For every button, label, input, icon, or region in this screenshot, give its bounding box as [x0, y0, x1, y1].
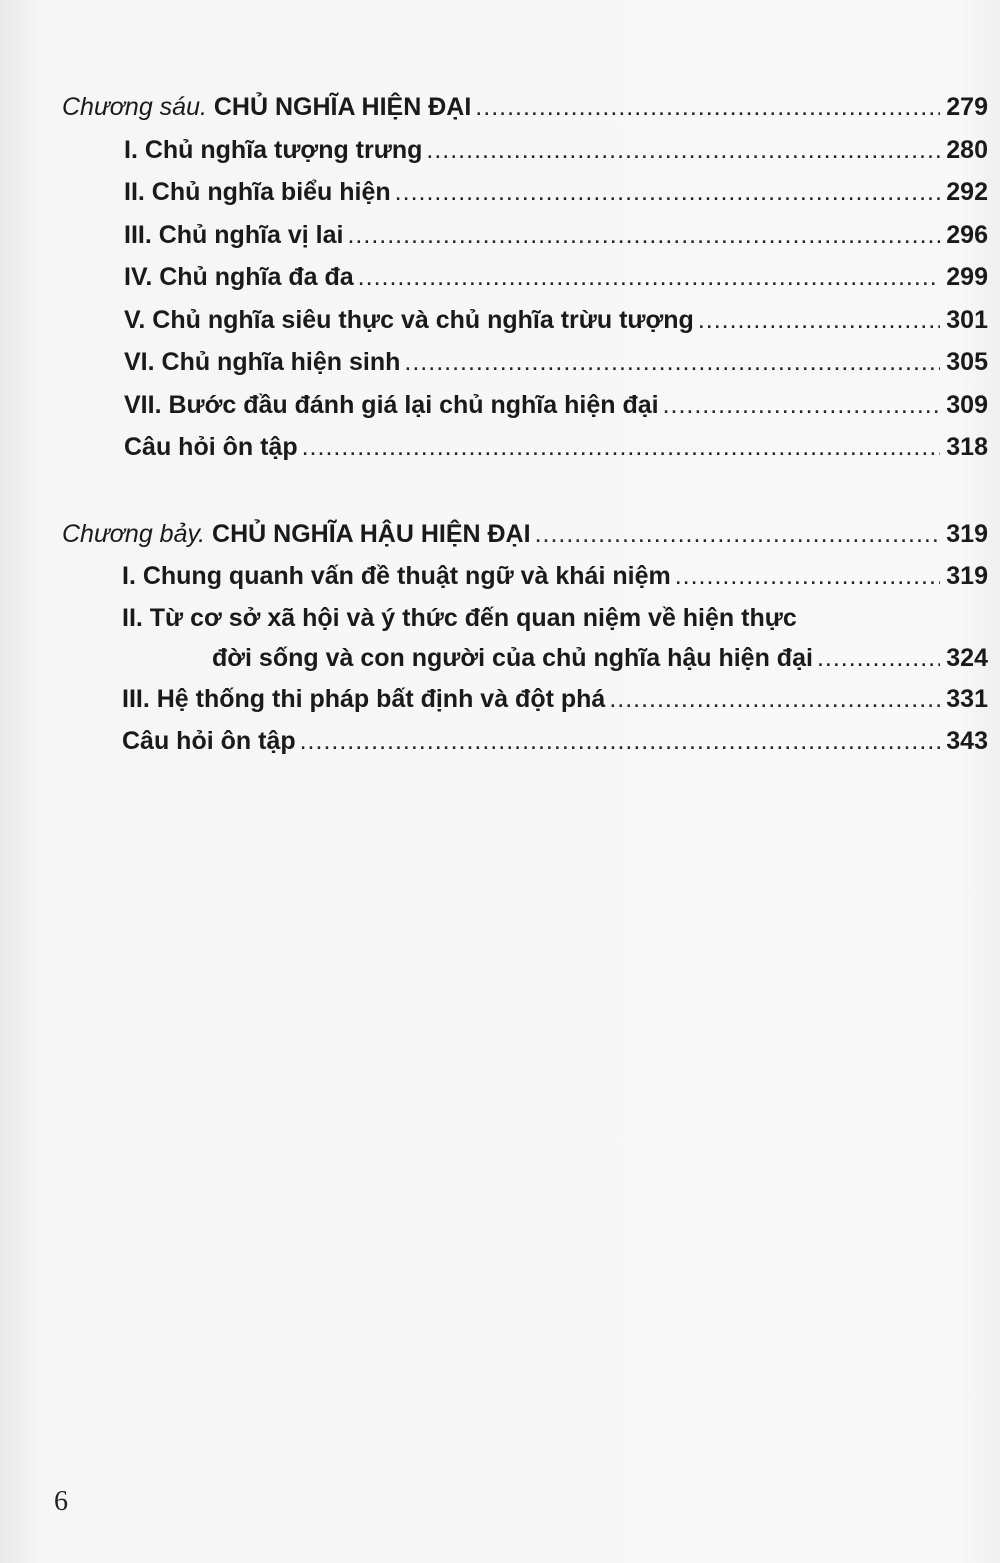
- toc-item: [62, 129, 988, 172]
- page-number: 280: [946, 135, 988, 164]
- toc-chapter-7: [62, 513, 988, 556]
- leader-dots: [404, 341, 940, 383]
- toc-item-label-line2: đời sống và con người của chủ nghĩa hậu hiện đại: [212, 643, 813, 672]
- page-number: 292: [946, 178, 988, 206]
- toc-item: [62, 384, 988, 427]
- chapter-gap: [62, 469, 988, 513]
- toc-item-label: II. Chủ nghĩa biểu hiện: [124, 178, 391, 206]
- toc-item-two-line: [62, 598, 988, 678]
- toc-item: [62, 171, 988, 214]
- page-number: 301: [946, 305, 988, 334]
- leader-dots: [663, 384, 940, 426]
- toc-item-label: III. Hệ thống thi pháp bất định và đột phá: [122, 684, 606, 713]
- table-of-contents: [62, 86, 988, 763]
- leader-dots: [609, 678, 940, 720]
- toc-item-label: Câu hỏi ôn tập: [122, 727, 296, 755]
- page-number: 296: [946, 220, 988, 249]
- toc-item-label: IV. Chủ nghĩa đa đa: [124, 263, 354, 291]
- page-number: 299: [946, 263, 988, 291]
- chapter-title: [62, 513, 531, 555]
- page-number: 305: [946, 348, 988, 376]
- toc-item-label: V. Chủ nghĩa siêu thực và chủ nghĩa trừu tượng: [124, 305, 694, 334]
- page-number: 319: [946, 562, 988, 590]
- page-number: 319: [946, 519, 988, 548]
- toc-item-review: [62, 720, 988, 763]
- leader-dots: [347, 214, 940, 256]
- page-number: 318: [946, 433, 988, 461]
- page-number: 324: [946, 643, 988, 672]
- leader-dots: [426, 129, 940, 171]
- chapter-prefix: Chương sáu.: [62, 93, 207, 121]
- toc-item-label: I. Chủ nghĩa tượng trưng: [124, 135, 423, 164]
- toc-item-label: Câu hỏi ôn tập: [124, 433, 298, 461]
- page-number: 279: [946, 93, 988, 121]
- toc-item: [62, 555, 988, 598]
- page-number: 343: [946, 727, 988, 755]
- page-number: 331: [946, 684, 988, 713]
- chapter-name: CHỦ NGHĨA HIỆN ĐẠI: [213, 93, 472, 121]
- leader-dots: [817, 638, 940, 678]
- toc-item: [62, 299, 988, 342]
- chapter-name: CHỦ NGHĨA HẬU HIỆN ĐẠI: [212, 519, 531, 548]
- toc-item: [62, 214, 988, 257]
- toc-item-label: I. Chung quanh vấn đề thuật ngữ và khái niệm: [122, 562, 671, 590]
- toc-item: [62, 678, 988, 721]
- toc-item-label-line1: II. Từ cơ sở xã hội và ý thức đến quan niệm về hiện thực: [122, 603, 797, 632]
- leader-dots: [675, 555, 940, 597]
- toc-item-line2: [62, 638, 988, 678]
- chapter-prefix: Chương bảy.: [62, 519, 206, 548]
- leader-dots: [475, 86, 940, 128]
- leader-dots: [300, 720, 940, 762]
- leader-dots: [698, 299, 940, 341]
- leader-dots: [358, 256, 940, 298]
- toc-item-review: [62, 426, 988, 469]
- page-number: 309: [946, 390, 988, 419]
- toc-item: [62, 341, 988, 384]
- toc-chapter-6: [62, 86, 988, 129]
- leader-dots: [302, 426, 940, 468]
- leader-dots: [535, 513, 940, 555]
- toc-item-label: III. Chủ nghĩa vị lai: [124, 220, 344, 249]
- toc-item: [62, 256, 988, 299]
- footer-page-number: 6: [54, 1486, 68, 1517]
- leader-dots: [395, 171, 940, 213]
- toc-item-label: VII. Bước đầu đánh giá lại chủ nghĩa hiện đại: [124, 390, 659, 419]
- toc-item-label: VI. Chủ nghĩa hiện sinh: [124, 348, 401, 376]
- chapter-title: [62, 86, 471, 128]
